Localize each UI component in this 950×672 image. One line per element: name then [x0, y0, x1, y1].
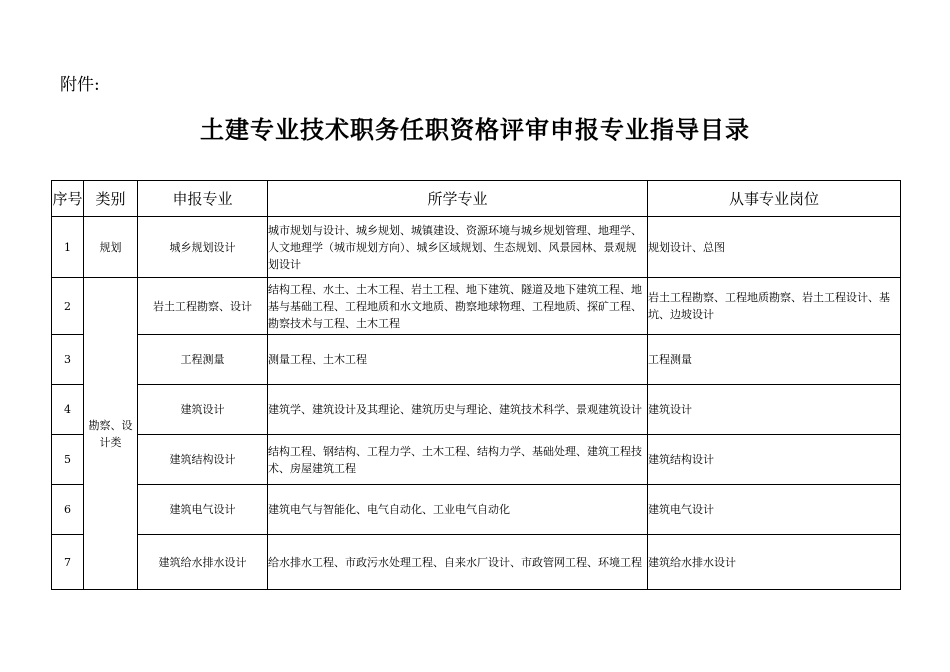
table-row — [52, 435, 901, 485]
row-major: 岩土工程勘察、设计 — [138, 278, 268, 335]
row-major: 建筑电气设计 — [138, 485, 268, 535]
row-studied: 建筑电气与智能化、电气自动化、工业电气自动化 — [268, 485, 648, 535]
table-header-row — [52, 181, 901, 217]
header-major: 申报专业 — [138, 181, 268, 217]
table-row — [52, 385, 901, 435]
table-row — [52, 485, 901, 535]
row-studied: 结构工程、钢结构、工程力学、土木工程、结构力学、基础处理、建筑工程技术、房屋建筑工程 — [268, 435, 648, 485]
table-row — [52, 217, 901, 278]
row-studied: 测量工程、土木工程 — [268, 335, 648, 385]
row-major: 工程测量 — [138, 335, 268, 385]
row-category: 规划 — [84, 217, 138, 278]
row-major: 城乡规划设计 — [138, 217, 268, 278]
header-post: 从事专业岗位 — [648, 181, 901, 217]
row-no: 3 — [52, 335, 84, 385]
table-row — [52, 278, 901, 335]
table-row — [52, 535, 901, 590]
table-row — [52, 335, 901, 385]
row-major: 建筑结构设计 — [138, 435, 268, 485]
row-major: 建筑给水排水设计 — [138, 535, 268, 590]
row-major: 建筑设计 — [138, 385, 268, 435]
row-post: 规划设计、总图 — [648, 217, 901, 278]
header-studied: 所学专业 — [268, 181, 648, 217]
row-no: 4 — [52, 385, 84, 435]
row-no: 2 — [52, 278, 84, 335]
header-no: 序号 — [52, 181, 84, 217]
row-post: 工程测量 — [648, 335, 901, 385]
document-title: 土建专业技术职务任职资格评审申报专业指导目录 — [200, 115, 750, 144]
row-studied: 建筑学、建筑设计及其理论、建筑历史与理论、建筑技术科学、景观建筑设计 — [268, 385, 648, 435]
row-category: 勘察、设计类 — [84, 278, 138, 590]
row-studied: 给水排水工程、市政污水处理工程、自来水厂设计、市政管网工程、环境工程 — [268, 535, 648, 590]
row-no: 1 — [52, 217, 84, 278]
row-no: 6 — [52, 485, 84, 535]
row-post: 建筑给水排水设计 — [648, 535, 901, 590]
row-post: 建筑结构设计 — [648, 435, 901, 485]
row-post: 建筑设计 — [648, 385, 901, 435]
row-post: 建筑电气设计 — [648, 485, 901, 535]
attachment-label: 附件: — [60, 75, 100, 95]
catalog-table — [51, 180, 901, 590]
row-studied: 结构工程、水土、土木工程、岩土工程、地下建筑、隧道及地下建筑工程、地基与基础工程、工程地质和水文地质、勘察地球物理、工程地质、探矿工程、勘察技术与工程、土木工程 — [268, 278, 648, 335]
row-no: 7 — [52, 535, 84, 590]
row-studied: 城市规划与设计、城乡规划、城镇建设、资源环境与城乡规划管理、地理学、人文地理学（城市规划方向）、城乡区域规划、生态规划、风景园林、景观规划设计 — [268, 217, 648, 278]
row-no: 5 — [52, 435, 84, 485]
header-category: 类别 — [84, 181, 138, 217]
row-post: 岩土工程勘察、工程地质勘察、岩土工程设计、基坑、边坡设计 — [648, 278, 901, 335]
